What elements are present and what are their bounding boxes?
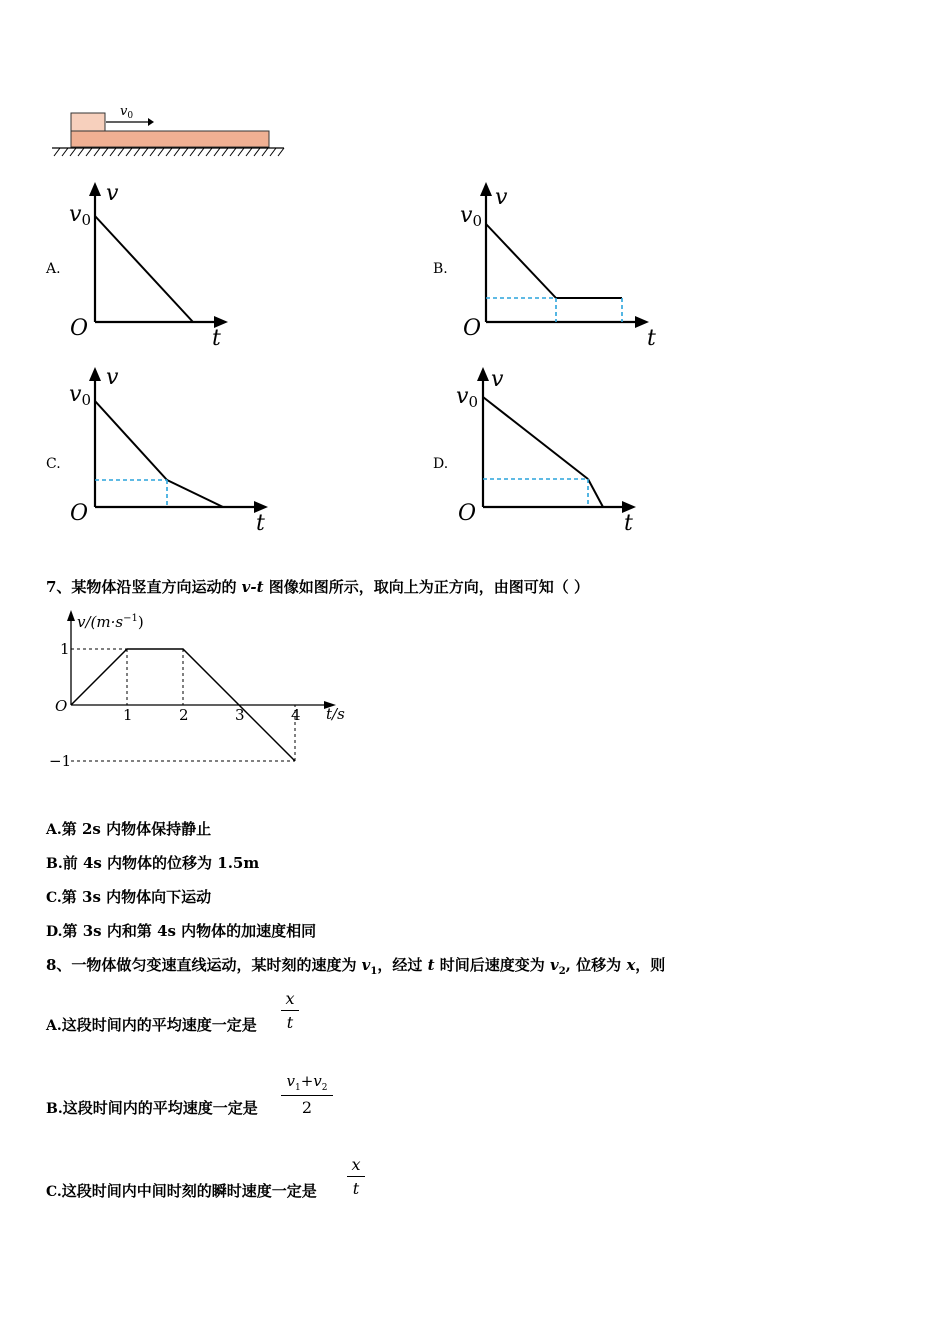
q7-y-tick-label: −1 [49, 752, 72, 770]
option-a-label: A. [46, 261, 61, 277]
t-axis-label: t [647, 326, 656, 350]
q7-option-c: C.第 3s 内物体向下运动 [46, 888, 212, 906]
origin-label: O [458, 501, 477, 526]
ground-hatching [54, 148, 284, 156]
q8-option-c-fraction: x t [347, 1155, 365, 1198]
graph-line-steep [95, 401, 167, 480]
v-axis-label: v [106, 181, 119, 206]
t-axis-label: t [256, 511, 265, 535]
q7-x-tick-label: 1 [123, 706, 133, 724]
graph-line-decel [486, 224, 556, 298]
option-b-label: B. [433, 261, 448, 277]
v-axis-label: v [495, 185, 508, 210]
q8-stem: 8、一物体做匀变速直线运动，某时刻的速度为 $v_1$，经过 t 时间后速度变为 $v_2$, 位移为 x，则 [46, 956, 666, 977]
q7-y-axis-label: $v/(m\cdot s^{-1})$ [77, 613, 144, 631]
q7-stem: 7、某物体沿竖直方向运动的 v-t 图像如图所示，取向上为正方向，由图可知（ ） [46, 578, 589, 596]
v-axis-arrowhead [89, 182, 101, 196]
v0-label: v0 [456, 384, 478, 411]
graph-d [452, 365, 662, 535]
q7-option-b: B.前 4s 内物体的位移为 1.5m [46, 854, 260, 872]
v0-label: v0 [69, 382, 91, 409]
block-plank-diagram [48, 98, 288, 160]
q7-vt-chart [40, 605, 360, 785]
origin-label: O [463, 316, 482, 341]
v-axis-label: v [106, 365, 119, 390]
q7-y-tick-label: 1 [60, 640, 70, 658]
graph-c [62, 365, 292, 535]
graph-line [95, 216, 193, 322]
plank [71, 131, 269, 147]
graph-a [62, 180, 242, 350]
q7-option-d: D.第 3s 内和第 4s 内物体的加速度相同 [46, 922, 317, 940]
velocity-label: $v_0$ [120, 104, 134, 121]
small-block [71, 113, 105, 131]
graph-line-steep [588, 479, 603, 507]
q8-option-b-fraction: $v_1+v_2$ 2 [281, 1072, 333, 1117]
q8-option-b: B.这段时间内的平均速度一定是 [46, 1099, 258, 1117]
origin-label: O [70, 501, 89, 526]
q7-option-a: A.第 2s 内物体保持静止 [46, 820, 212, 838]
graph-b [455, 180, 675, 350]
q8-option-a: A.这段时间内的平均速度一定是 [46, 1016, 257, 1034]
t-axis-label: t [212, 326, 221, 350]
velocity-arrowhead [148, 118, 154, 126]
option-d-label: D. [433, 456, 449, 472]
q8-option-c: C.这段时间内中间时刻的瞬时速度一定是 [46, 1182, 317, 1200]
q7-x-axis-label: t/s [326, 705, 345, 723]
v0-label: v0 [69, 202, 91, 229]
v-axis-label: v [491, 367, 504, 392]
v-axis-arrowhead [89, 367, 101, 381]
v0-label: v0 [460, 203, 482, 230]
q7-x-tick-label: 2 [179, 706, 189, 724]
option-c-label: C. [46, 456, 61, 472]
origin-label: O [70, 316, 89, 341]
graph-line-gentle [483, 397, 588, 479]
q7-y-axis-arrowhead [67, 610, 75, 621]
q8-option-a-fraction: x t [281, 989, 299, 1032]
t-axis-label: t [624, 511, 633, 535]
q7-origin-label: O [55, 697, 68, 715]
v-axis-arrowhead [480, 182, 492, 196]
v-axis-arrowhead [477, 367, 489, 381]
q7-x-tick-label: 4 [291, 706, 301, 724]
graph-line-gentle [167, 480, 223, 507]
q7-x-tick-label: 3 [235, 706, 245, 724]
